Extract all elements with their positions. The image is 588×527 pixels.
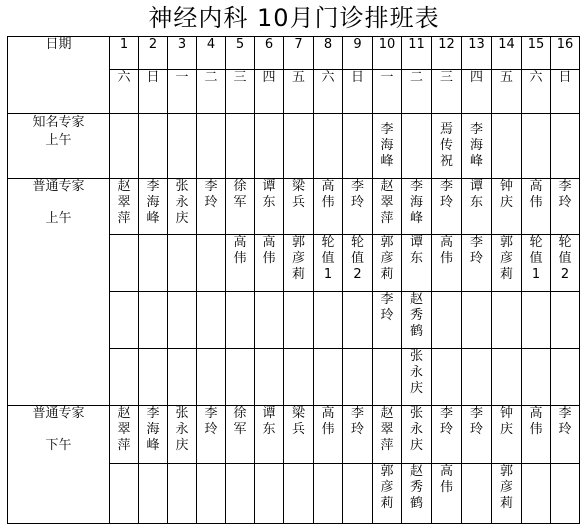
weekday: 六 <box>314 70 343 114</box>
schedule-cell: 轮 值 1 <box>314 235 343 292</box>
schedule-cell <box>110 292 139 349</box>
schedule-cell: 李 玲 <box>551 179 580 235</box>
schedule-cell: 轮 值 1 <box>522 235 551 292</box>
schedule-cell: 高 伟 <box>314 179 343 235</box>
schedule-cell <box>432 349 462 406</box>
schedule-cell: 李 玲 <box>432 179 462 235</box>
weekday: 四 <box>255 70 284 114</box>
schedule-cell: 李 海 峰 <box>462 114 492 179</box>
schedule-cell: 高 伟 <box>255 235 284 292</box>
schedule-cell <box>343 464 373 524</box>
schedule-cell: 梁 兵 <box>284 406 314 464</box>
weekday: 日 <box>551 70 580 114</box>
general-expert-pm-label: 普通专家 下午 <box>8 406 110 524</box>
schedule-cell <box>226 349 255 406</box>
schedule-cell <box>492 292 522 349</box>
schedule-cell <box>139 292 168 349</box>
weekday: 六 <box>522 70 551 114</box>
general-expert-am-label: 普通专家 上午 <box>8 179 110 406</box>
schedule-cell <box>284 464 314 524</box>
weekday: 日 <box>343 70 373 114</box>
schedule-cell: 李 玲 <box>343 179 373 235</box>
schedule-cell <box>197 464 226 524</box>
schedule-cell: 李 玲 <box>462 235 492 292</box>
weekday: 三 <box>226 70 255 114</box>
schedule-cell <box>168 292 197 349</box>
schedule-cell <box>197 235 226 292</box>
schedule-cell: 李 海 峰 <box>139 179 168 235</box>
schedule-cell: 钟 庆 <box>492 406 522 464</box>
day-number: 1 <box>110 37 139 70</box>
schedule-cell <box>522 114 551 179</box>
schedule-cell <box>110 235 139 292</box>
weekday: 六 <box>110 70 139 114</box>
day-number: 2 <box>139 37 168 70</box>
schedule-cell <box>197 349 226 406</box>
schedule-cell <box>343 292 373 349</box>
schedule-cell <box>284 349 314 406</box>
schedule-cell <box>343 349 373 406</box>
schedule-cell <box>284 114 314 179</box>
schedule-cell: 徐 军 <box>226 179 255 235</box>
schedule-cell: 高 伟 <box>522 406 551 464</box>
schedule-cell: 梁 兵 <box>284 179 314 235</box>
schedule-cell <box>432 292 462 349</box>
day-number: 3 <box>168 37 197 70</box>
schedule-cell <box>314 349 343 406</box>
schedule-cell: 李 玲 <box>197 179 226 235</box>
schedule-cell: 赵 秀 鹤 <box>402 292 432 349</box>
day-number: 5 <box>226 37 255 70</box>
famous-expert-am-label: 知名专家 上午 <box>8 114 110 179</box>
schedule-cell <box>314 464 343 524</box>
page-title: 神经内科 10月门诊排班表 <box>148 4 440 32</box>
schedule-cell <box>110 349 139 406</box>
schedule-cell <box>168 114 197 179</box>
schedule-cell <box>492 114 522 179</box>
schedule-cell: 张 永 庆 <box>402 406 432 464</box>
weekday: 五 <box>284 70 314 114</box>
schedule-cell <box>110 464 139 524</box>
weekday: 三 <box>432 70 462 114</box>
day-number: 11 <box>402 37 432 70</box>
schedule-cell <box>168 349 197 406</box>
schedule-cell: 李 玲 <box>343 406 373 464</box>
schedule-cell <box>492 349 522 406</box>
schedule-cell: 赵 秀 鹤 <box>402 464 432 524</box>
schedule-cell: 赵 翠 萍 <box>110 406 139 464</box>
schedule-cell <box>255 464 284 524</box>
schedule-cell <box>168 235 197 292</box>
schedule-cell <box>522 464 551 524</box>
day-number: 6 <box>255 37 284 70</box>
schedule-table <box>7 36 580 524</box>
schedule-cell <box>343 114 373 179</box>
schedule-cell <box>255 349 284 406</box>
schedule-cell <box>197 114 226 179</box>
schedule-cell: 高 伟 <box>522 179 551 235</box>
schedule-cell: 钟 庆 <box>492 179 522 235</box>
schedule-cell: 高 伟 <box>432 464 462 524</box>
weekday: 一 <box>168 70 197 114</box>
day-number: 8 <box>314 37 343 70</box>
schedule-cell: 张 永 庆 <box>168 179 197 235</box>
schedule-cell: 谭 东 <box>462 179 492 235</box>
schedule-cell <box>522 349 551 406</box>
weekday: 日 <box>139 70 168 114</box>
day-number: 10 <box>373 37 402 70</box>
schedule-cell <box>462 349 492 406</box>
day-number: 7 <box>284 37 314 70</box>
day-number: 13 <box>462 37 492 70</box>
schedule-cell: 张 永 庆 <box>402 349 432 406</box>
schedule-cell <box>462 292 492 349</box>
schedule-cell: 轮 值 2 <box>343 235 373 292</box>
schedule-cell: 李 玲 <box>551 406 580 464</box>
schedule-cell: 李 玲 <box>197 406 226 464</box>
schedule-cell: 高 伟 <box>226 235 255 292</box>
date-label: 日期 <box>8 37 110 114</box>
weekday: 一 <box>373 70 402 114</box>
schedule-cell: 张 永 庆 <box>168 406 197 464</box>
schedule-cell: 李 玲 <box>373 292 402 349</box>
schedule-cell <box>139 114 168 179</box>
weekday: 五 <box>492 70 522 114</box>
schedule-cell: 李 海 峰 <box>373 114 402 179</box>
day-number: 4 <box>197 37 226 70</box>
schedule-cell: 赵 翠 萍 <box>373 406 402 464</box>
schedule-cell <box>197 292 226 349</box>
schedule-cell <box>110 114 139 179</box>
schedule-cell: 郭 彦 莉 <box>492 464 522 524</box>
schedule-cell <box>314 114 343 179</box>
schedule-cell: 李 玲 <box>462 406 492 464</box>
weekday: 二 <box>402 70 432 114</box>
schedule-cell: 李 玲 <box>432 406 462 464</box>
schedule-cell <box>255 114 284 179</box>
schedule-cell <box>402 114 432 179</box>
schedule-cell: 谭 东 <box>402 235 432 292</box>
schedule-cell: 赵 翠 萍 <box>373 179 402 235</box>
day-number: 12 <box>432 37 462 70</box>
schedule-cell: 李 海 峰 <box>402 179 432 235</box>
schedule-cell <box>551 464 580 524</box>
schedule-cell <box>522 292 551 349</box>
day-number: 9 <box>343 37 373 70</box>
schedule-cell <box>462 464 492 524</box>
schedule-cell: 谭 东 <box>255 406 284 464</box>
schedule-cell: 赵 翠 萍 <box>110 179 139 235</box>
schedule-cell <box>314 292 343 349</box>
schedule-cell: 徐 军 <box>226 406 255 464</box>
schedule-cell: 郭 彦 莉 <box>284 235 314 292</box>
weekday: 二 <box>197 70 226 114</box>
schedule-cell: 焉 传 祝 <box>432 114 462 179</box>
schedule-cell: 李 海 峰 <box>139 406 168 464</box>
schedule-cell: 轮 值 2 <box>551 235 580 292</box>
schedule-cell <box>226 464 255 524</box>
schedule-cell <box>551 114 580 179</box>
day-number: 15 <box>522 37 551 70</box>
schedule-cell <box>139 235 168 292</box>
day-number: 14 <box>492 37 522 70</box>
schedule-cell: 谭 东 <box>255 179 284 235</box>
schedule-cell <box>551 349 580 406</box>
schedule-cell <box>373 349 402 406</box>
schedule-cell: 高 伟 <box>432 235 462 292</box>
schedule-cell: 高 伟 <box>314 406 343 464</box>
weekday: 四 <box>462 70 492 114</box>
schedule-cell <box>255 292 284 349</box>
schedule-cell: 郭 彦 莉 <box>492 235 522 292</box>
schedule-cell <box>168 464 197 524</box>
schedule-cell <box>226 114 255 179</box>
schedule-cell <box>226 292 255 349</box>
schedule-cell: 郭 彦 莉 <box>373 235 402 292</box>
schedule-cell <box>551 292 580 349</box>
schedule-cell <box>139 349 168 406</box>
day-number: 16 <box>551 37 580 70</box>
schedule-cell <box>139 464 168 524</box>
schedule-cell <box>284 292 314 349</box>
schedule-cell: 郭 彦 莉 <box>373 464 402 524</box>
